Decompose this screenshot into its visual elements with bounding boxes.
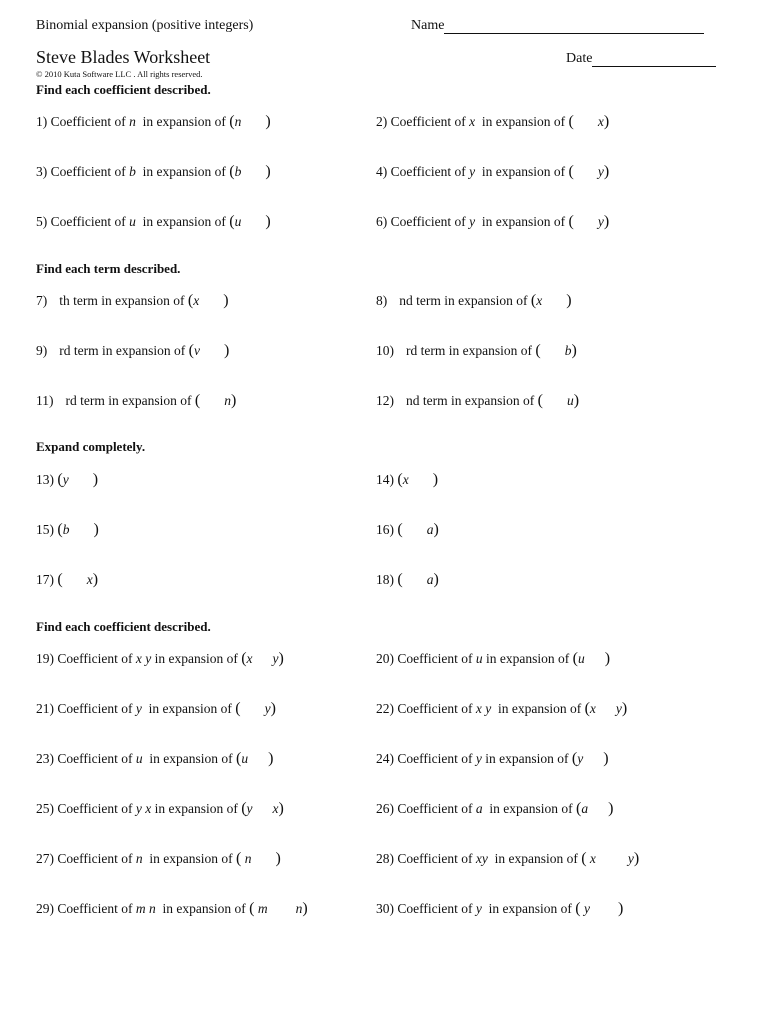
- name-field[interactable]: [411, 18, 704, 34]
- problem-19: 19) Coefficient of x y in expansion of (x y): [36, 650, 284, 667]
- problem-27: 27) Coefficient of n in expansion of ( n ): [36, 850, 281, 867]
- problem-11: 11) rd term in expansion of ( n): [36, 392, 237, 409]
- problem-3: 3) Coefficient of b in expansion of (b ): [36, 163, 271, 180]
- problem-13: 13) (y ): [36, 471, 99, 488]
- problem-15: 15) (b ): [36, 521, 99, 538]
- problem-22: 22) Coefficient of x y in expansion of (x y): [376, 700, 628, 717]
- problem-8: 8) nd term in expansion of (x ): [376, 292, 572, 309]
- worksheet-subject: Binomial expansion (positive integers): [36, 18, 254, 33]
- worksheet-title: Steve Blades Worksheet: [36, 47, 211, 67]
- problem-10: 10) rd term in expansion of ( b): [376, 342, 577, 359]
- problem-23: 23) Coefficient of u in expansion of (u ): [36, 750, 274, 767]
- problem-16: 16) ( a): [376, 521, 439, 538]
- problem-6: 6) Coefficient of y in expansion of ( y): [376, 213, 610, 230]
- section-heading: Find each coefficient described.: [36, 82, 211, 97]
- problem-21: 21) Coefficient of y in expansion of ( y): [36, 700, 276, 717]
- date-line[interactable]: [592, 52, 716, 67]
- name-line[interactable]: [444, 19, 704, 34]
- problem-9: 9) rd term in expansion of (v ): [36, 342, 230, 359]
- problem-17: 17) ( x): [36, 571, 99, 588]
- name-label: Name: [411, 18, 445, 33]
- problem-4: 4) Coefficient of y in expansion of ( y): [376, 163, 610, 180]
- problem-12: 12) nd term in expansion of ( u): [376, 392, 580, 409]
- problem-29: 29) Coefficient of m n in expansion of ( m n): [36, 900, 308, 917]
- problem-30: 30) Coefficient of y in expansion of ( y ): [376, 900, 624, 917]
- problem-5: 5) Coefficient of u in expansion of (u ): [36, 213, 271, 230]
- problem-14: 14) (x ): [376, 471, 439, 488]
- problem-18: 18) ( a): [376, 571, 439, 588]
- problem-1: 1) Coefficient of n in expansion of (n ): [36, 113, 271, 130]
- copyright: © 2010 Kuta Software LLC . All rights reserved.: [36, 69, 203, 79]
- problem-28: 28) Coefficient of xy in expansion of ( x y): [376, 850, 640, 867]
- date-field[interactable]: [566, 51, 716, 67]
- problem-24: 24) Coefficient of y in expansion of (y ): [376, 750, 609, 767]
- problem-20: 20) Coefficient of u in expansion of (u ): [376, 650, 611, 667]
- problem-7: 7) th term in expansion of (x ): [36, 292, 229, 309]
- problem-2: 2) Coefficient of x in expansion of ( x): [376, 113, 610, 130]
- section-heading: Expand completely.: [36, 439, 146, 454]
- problem-25: 25) Coefficient of y x in expansion of (y x): [36, 800, 284, 817]
- section-heading: Find each coefficient described.: [36, 619, 211, 634]
- date-label: Date: [566, 51, 593, 66]
- problem-26: 26) Coefficient of a in expansion of (a ): [376, 800, 614, 817]
- section-heading: Find each term described.: [36, 261, 181, 276]
